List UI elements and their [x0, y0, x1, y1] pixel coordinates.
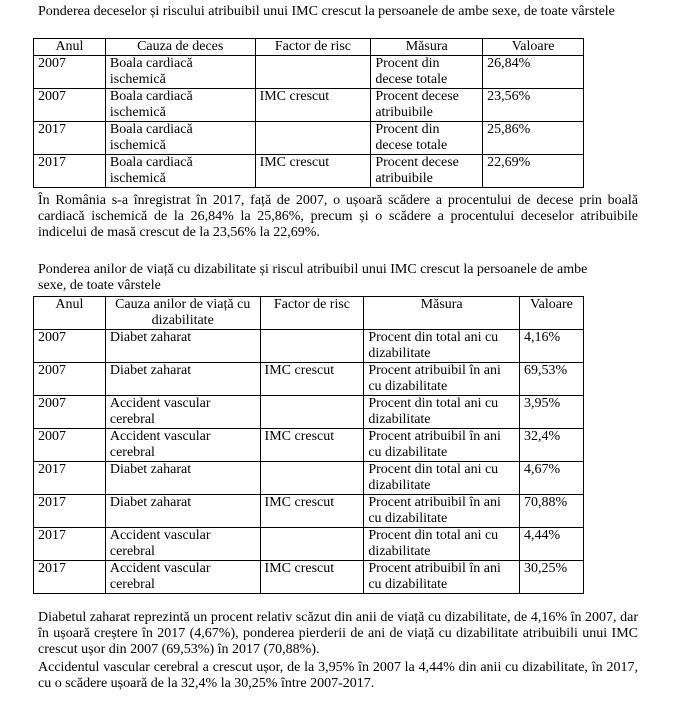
table-disability	[33, 296, 584, 594]
table-cell: Procent din total ani cu dizabilitate	[364, 330, 520, 363]
table-cell: Procent atribuibil în ani cu dizabilitate	[364, 429, 520, 462]
table-cell: 2017	[34, 495, 106, 528]
table-cell	[255, 122, 371, 155]
table-row	[34, 462, 584, 495]
table-cell: Procent din total ani cu dizabilitate	[364, 396, 520, 429]
table-cell	[255, 56, 371, 89]
table-cell: Procent atribuibil în ani cu dizabilitate	[364, 363, 520, 396]
paragraph-2: Diabetul zaharat reprezintă un procent relativ scăzut din anii de viață cu dizabilitate, de 4,16% în 2007, dar în ușoară creștere în 2017 (4,67%), ponderea pierderii de ani de viață cu dizabilitate atribuibili unui IMC crescut ușor din 2007 (69,53%) în 2017 (70,88%).	[38, 610, 638, 657]
table-cell	[260, 528, 364, 561]
table-cell: Boala cardiacă ischemică	[105, 89, 255, 122]
table-cell: 2017	[34, 462, 106, 495]
table2-header: Factor de risc	[260, 297, 364, 330]
table-cell: 2007	[34, 330, 106, 363]
table-cell: 2017	[34, 122, 106, 155]
table-cell: Procent din total ani cu dizabilitate	[364, 528, 520, 561]
table-cell: 2007	[34, 396, 106, 429]
table-cell	[260, 462, 364, 495]
table-row	[34, 363, 584, 396]
table2-caption: Ponderea anilor de viață cu dizabilitate și riscul atribuibil unui IMC crescut la persoanele de ambe sexe, de toate vârstele	[38, 262, 588, 293]
table2-header: Anul	[34, 297, 106, 330]
table-cell: Diabet zaharat	[105, 495, 260, 528]
table-cell: 69,53%	[520, 363, 584, 396]
table-cell: Procent atribuibil în ani cu dizabilitate	[364, 495, 520, 528]
table-cell: IMC crescut	[255, 89, 371, 122]
table-cell: 4,67%	[520, 462, 584, 495]
table-cell: 22,69%	[483, 155, 584, 188]
table-row	[34, 561, 584, 594]
table-cell: Accident vascular cerebral	[105, 528, 260, 561]
table-cell: 30,25%	[520, 561, 584, 594]
table-row	[34, 56, 584, 89]
table-deaths	[33, 38, 584, 188]
table-cell: Boala cardiacă ischemică	[105, 155, 255, 188]
paragraph-1: În România s-a înregistrat în 2017, față de 2007, o ușoară scădere a procentului de decese prin boală cardiacă ischemică de la 26,84% la 25,86%, precum și o scădere a procentului deceselor atribuibile indicelui de masă crescut de la 23,56% la 22,69%.	[38, 193, 638, 240]
table-cell: 70,88%	[520, 495, 584, 528]
table1-header: Valoare	[483, 39, 584, 56]
table-row	[34, 155, 584, 188]
table-cell: Procent atribuibil în ani cu dizabilitate	[364, 561, 520, 594]
table2-header: Măsura	[364, 297, 520, 330]
table-cell	[260, 396, 364, 429]
table-cell: Procent decese atribuibile	[371, 89, 483, 122]
table-cell: Procent din total ani cu dizabilitate	[364, 462, 520, 495]
table-cell: 2007	[34, 89, 106, 122]
table-cell: 2007	[34, 363, 106, 396]
table2-header-row	[34, 297, 584, 330]
table1-header: Anul	[34, 39, 106, 56]
table-row	[34, 122, 584, 155]
table-cell: Diabet zaharat	[105, 363, 260, 396]
table-cell: IMC crescut	[260, 495, 364, 528]
table-cell: IMC crescut	[260, 429, 364, 462]
table-cell: IMC crescut	[255, 155, 371, 188]
table-cell: 4,16%	[520, 330, 584, 363]
table-cell: 2017	[34, 155, 106, 188]
table-cell: Accident vascular cerebral	[105, 396, 260, 429]
table-cell: 32,4%	[520, 429, 584, 462]
table-cell: Diabet zaharat	[105, 330, 260, 363]
paragraph-3: Accidentul vascular cerebral a crescut ușor, de la 3,95% în 2007 la 4,44% din anii cu dizabilitate, în 2017, cu o scădere ușoară de la 32,4% la 30,25% între 2007-2017.	[38, 660, 638, 691]
table-cell: Procent din decese totale	[371, 56, 483, 89]
table1-header: Factor de risc	[255, 39, 371, 56]
table-cell: Procent decese atribuibile	[371, 155, 483, 188]
table-cell: Accident vascular cerebral	[105, 429, 260, 462]
table-cell: 26,84%	[483, 56, 584, 89]
table1-header-row	[34, 39, 584, 56]
table-cell: Boala cardiacă ischemică	[105, 122, 255, 155]
table-cell: IMC crescut	[260, 561, 364, 594]
table2-header: Cauza anilor de viață cu dizabilitate	[105, 297, 260, 330]
table1-header: Măsura	[371, 39, 483, 56]
table-row	[34, 429, 584, 462]
table-row	[34, 495, 584, 528]
table-cell: 4,44%	[520, 528, 584, 561]
table-cell: IMC crescut	[260, 363, 364, 396]
table-row	[34, 330, 584, 363]
table-cell: 23,56%	[483, 89, 584, 122]
table-cell	[260, 330, 364, 363]
table-cell: 25,86%	[483, 122, 584, 155]
table-cell: 2017	[34, 561, 106, 594]
table-cell: 3,95%	[520, 396, 584, 429]
table-cell: Boala cardiacă ischemică	[105, 56, 255, 89]
table-cell: 2007	[34, 56, 106, 89]
table-cell: Diabet zaharat	[105, 462, 260, 495]
table2-header: Valoare	[520, 297, 584, 330]
table-cell: 2007	[34, 429, 106, 462]
table-cell: 2017	[34, 528, 106, 561]
table1-header: Cauza de deces	[105, 39, 255, 56]
table-cell: Accident vascular cerebral	[105, 561, 260, 594]
table-cell: Procent din decese totale	[371, 122, 483, 155]
table-row	[34, 89, 584, 122]
table-row	[34, 528, 584, 561]
table1-caption: Ponderea deceselor și riscului atribuibil unui IMC crescut la persoanele de ambe sexe, de toate vârstele	[38, 4, 615, 19]
table-row	[34, 396, 584, 429]
